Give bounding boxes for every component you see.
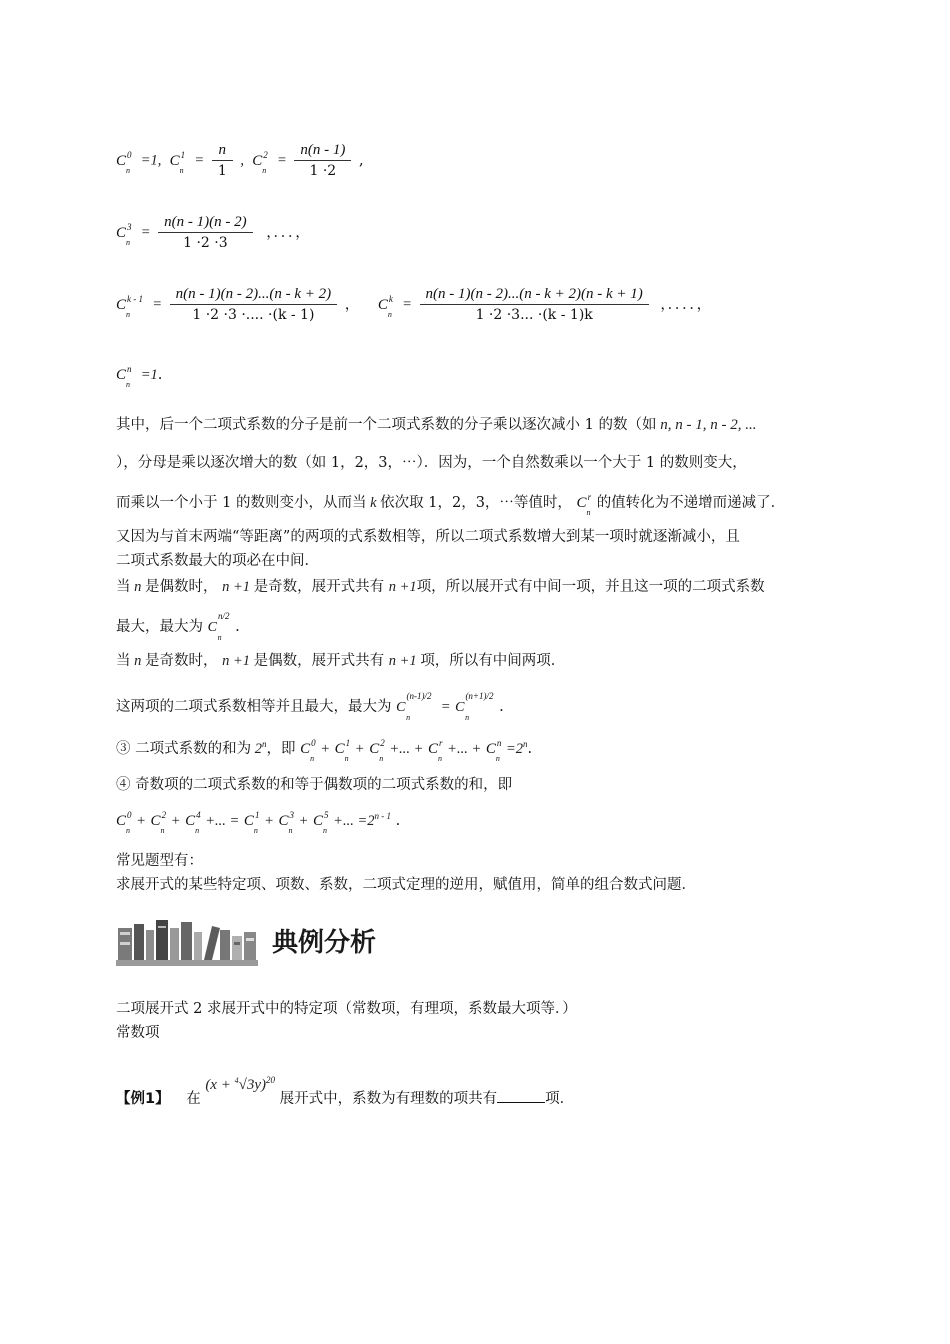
paragraph-2a: 又因为与首末两端“等距离”的两项的式系数相等，所以二项式系数增大到某一项时就逐渐减小，且	[116, 529, 740, 545]
paragraph-9: 求展开式的某些特定项、项数、系数，二项式定理的逆用，赋值用，简单的组合数式问题．	[116, 877, 696, 893]
paragraph-3a: 当 n 是偶数时， n +1 是奇数，展开式共有 n +1项，所以展开式有中间一项，并且这一项的二项式系数	[116, 579, 765, 595]
paragraph-8: 常见题型有：	[116, 853, 203, 869]
formula-line-2: $C^3$ n = $\frac{n(n - 1)(n - 2)}{1 \cdot 2 \cdot 3}$ ，．．．，	[116, 214, 310, 251]
paragraph-5: 这两项的二项式系数相等并且最大，最大为 $C^{(n-1)/2}$ n = $C^{(n+1)/2}$ n .	[116, 691, 504, 722]
paragraph-3b: 最大，最大为 $C^{n/2}$ n .	[116, 611, 240, 642]
formula-line-3: $C^{k - 1}$ n = $\frac{n(n - 1)(n - 2)...(n - k + 2)}{1 \cdot 2 \cdot 3 \cdot.... \cdot(k - 1)}$ ， $C^k$ n = $\frac{n(n - 1)(n - 2)...(n - k + 2)(n - k + 1)}{1 \cdot 2 \cdot 3... \cdot(k - 1)k}$ ，．．．．，	[116, 286, 712, 323]
bookshelf-icon	[116, 916, 258, 968]
section-heading	[116, 916, 436, 968]
paragraph-1b: ），分母是乘以逐次增大的数（如 1，2，3，⋯）．因为，一个自然数乘以一个大于 1 的数则变大，	[116, 455, 747, 471]
paragraph-6: ③ 二项式系数的和为 2$^n$，即 $C^0$ n + $C^1$ n + $C^2$ n +... + $C^r$ n +... + $C^n$ n $=2^n$.	[116, 738, 533, 763]
formula-line-1: $C^0$ n =1, $C^1$ n = $\frac{n}{1}$ , $C^2$ n = $\frac{n(n - 1)}{1 \cdot 2}$ ,	[116, 142, 364, 179]
paragraph-2b: 二项式系数最大的项必在中间．	[116, 553, 319, 569]
paragraph-4: 当 n 是奇数时， n +1 是偶数，展开式共有 n +1 项，所以有中间两项．	[116, 653, 566, 669]
answer-blank[interactable]	[497, 1088, 545, 1103]
paragraph-1c: 而乘以一个小于 1 的数则变小，从而当 k 依次取 1，2，3，⋯等值时， $C^r$ n 的值转化为不递增而递减了．	[116, 492, 786, 517]
example-1: 【例1】 在 $(x + ^4√3y)^{20}$ 展开式中，系数为有理数的项共有 项．	[116, 1075, 575, 1107]
example-topic: 二项展开式 2 求展开式中的特定项（常数项，有理项，系数最大项等．）	[116, 1001, 577, 1017]
section-title: 典例分析	[272, 928, 377, 958]
formula-line-5: $C^0$ n + $C^2$ n + $C^4$ n +... = $C^1$ n + $C^3$ n + $C^5$ n +... $=2^{n - 1}$ .	[116, 810, 401, 835]
example-subtopic: 常数项	[116, 1025, 160, 1041]
paragraph-7: ④ 奇数项的二项式系数的和等于偶数项的二项式系数的和，即	[116, 777, 513, 793]
paragraph-1a: 其中，后一个二项式系数的分子是前一个二项式系数的分子乘以逐次减小 1 的数（如 n, n - 1, n - 2, ...	[116, 417, 757, 433]
formula-line-4: $C^n$ n =1.	[116, 364, 163, 389]
example-label: 【例1】	[116, 1091, 170, 1107]
